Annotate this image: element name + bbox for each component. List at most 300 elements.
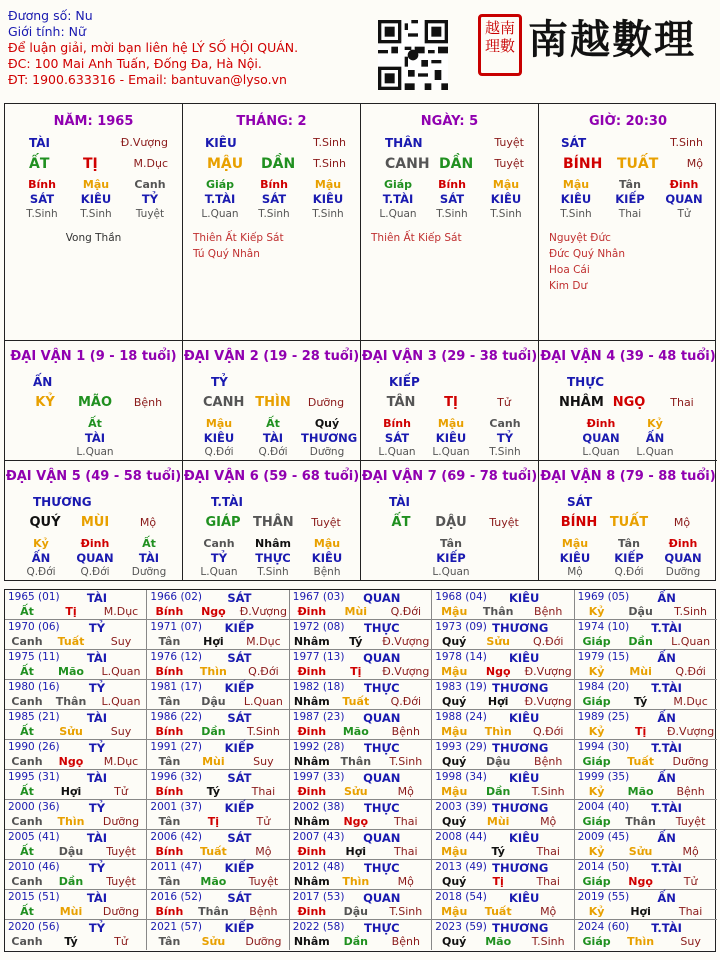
year-star: ẤN [657, 591, 676, 605]
note-line: Hoa Cái [549, 264, 590, 276]
year-star: ẤN [657, 651, 676, 665]
dai-van-can: TÂN [386, 395, 416, 410]
year-star: KIẾP [224, 681, 255, 695]
year-state: L.Quan [671, 635, 711, 648]
hidden-stem: Bính [438, 178, 466, 191]
hidden-stem: Nhâm [255, 537, 291, 550]
year-chi: Tị [634, 725, 647, 738]
hidden-star: TÀI [84, 431, 106, 445]
note-line: Thiên Ất Kiếp Sát [193, 232, 284, 244]
hidden-star: THƯƠNG [301, 431, 358, 445]
year-chi: Hợi [487, 695, 509, 708]
note-line: Nguyệt Đức [549, 232, 611, 244]
year-star: ẤN [657, 891, 676, 905]
contact-line: Để luận giải, mời bạn liên hệ LÝ SỐ HỘI QUÁN. [8, 40, 299, 55]
hidden-state: L.Quan [200, 566, 238, 578]
year-can: Canh [11, 635, 43, 648]
hidden-state: Bệnh [313, 566, 341, 578]
year-star: T.TÀI [651, 861, 682, 875]
pillar-title: NĂM: 1965 [53, 114, 134, 129]
year-star: KIẾP [224, 861, 255, 875]
year-can: Mậu [441, 905, 468, 918]
note-line: Kim Dư [549, 280, 588, 292]
year-star: THỰC [364, 741, 400, 755]
hidden-stem: Kỷ [33, 537, 49, 550]
year-cell [147, 770, 289, 800]
year-label: 1987 (23) [292, 711, 345, 723]
pillar-star: TÀI [29, 136, 51, 150]
year-cell [5, 800, 147, 830]
header-info [8, 8, 378, 88]
dai-van-state: Thai [670, 396, 694, 409]
year-label: 2015 (51) [8, 891, 60, 903]
dai-van-title: ĐẠI VẬN 8 (79 - 88 tuổi) [540, 469, 716, 484]
year-cell [5, 590, 147, 620]
year-chi: Thân [340, 755, 372, 768]
year-can: Bính [155, 785, 184, 798]
hidden-stem: Mậu [561, 537, 589, 550]
year-chi: Thìn [484, 725, 512, 738]
year-cell [432, 620, 574, 650]
dai-van-can: KỶ [35, 395, 55, 410]
year-cell [5, 620, 147, 650]
year-cell [147, 740, 289, 770]
year-state: Mộ [397, 875, 414, 888]
year-cell [432, 740, 574, 770]
year-chi: Mùi [344, 605, 368, 618]
year-chi: Dần [58, 875, 84, 888]
hidden-star: TỶ [210, 551, 228, 565]
year-label: 2008 (44) [435, 831, 487, 843]
hidden-state: L.Quan [432, 446, 470, 458]
year-cell [290, 860, 432, 890]
year-star: TỶ [88, 741, 106, 755]
year-can: Canh [11, 815, 43, 828]
year-cell [290, 590, 432, 620]
dai-van-7 [361, 461, 539, 581]
pillar-chi: TUẤT [617, 156, 659, 172]
year-label: 1986 (22) [150, 711, 203, 723]
year-state: Bệnh [391, 935, 420, 948]
year-cell [575, 650, 717, 680]
year-can: Đinh [297, 665, 327, 678]
year-state: Đ.Vượng [382, 635, 430, 648]
year-can: Quý [442, 635, 467, 648]
year-can: Bính [155, 905, 184, 918]
year-cell [5, 830, 147, 860]
year-label: 1965 (01) [8, 591, 60, 603]
dai-van-state: Mộ [673, 516, 691, 529]
year-can: Quý [442, 755, 467, 768]
dai-van-can: BÍNH [560, 515, 598, 530]
year-state: Thai [678, 905, 703, 918]
year-label: 1969 (05) [577, 591, 630, 603]
year-cell [147, 830, 289, 860]
year-cell [432, 920, 574, 950]
year-can: Giáp [582, 635, 611, 648]
year-cell [290, 710, 432, 740]
year-label: 1975 (11) [8, 651, 60, 663]
hidden-state: L.Quan [636, 446, 674, 458]
year-state: Thai [251, 785, 276, 798]
year-can: Mậu [441, 725, 468, 738]
year-label: 1995 (31) [8, 771, 60, 783]
dai-van-star: TỶ [211, 375, 228, 389]
four-pillars [5, 104, 715, 341]
year-chi: Mão [200, 875, 227, 888]
year-cell [575, 590, 717, 620]
year-label: 2020 (56) [8, 921, 60, 933]
year-state: Suy [253, 755, 274, 768]
year-can: Giáp [582, 755, 611, 768]
year-state: Thai [394, 815, 418, 828]
hidden-stem: Đinh [586, 417, 616, 430]
dai-van-8 [539, 461, 717, 581]
hidden-stem: Quý [314, 417, 340, 430]
pillar-title: GIỜ: 20:30 [589, 114, 667, 129]
hidden-star: ẤN [31, 551, 51, 565]
year-state: Q.Đới [532, 635, 564, 648]
year-state: M.Dục [673, 695, 708, 708]
year-star: ẤN [657, 771, 676, 785]
year-label: 2002 (38) [292, 801, 345, 813]
year-cell [290, 800, 432, 830]
hidden-state: T.Sinh [560, 208, 592, 220]
hidden-stem: Canh [203, 537, 235, 550]
year-star: SÁT [227, 711, 252, 725]
year-label: 2018 (54) [435, 891, 487, 903]
note-line: Thiên Ất Kiếp Sát [371, 232, 462, 244]
dai-van-chi: TỊ [444, 395, 458, 410]
year-star: T.TÀI [651, 921, 682, 935]
pillar-2 [183, 104, 361, 341]
year-label: 2009 (45) [577, 831, 630, 843]
hidden-stem: Đinh [669, 178, 699, 191]
note-line: Vong Thần [65, 232, 122, 244]
year-label: 1983 (19) [435, 681, 487, 693]
pillar-chi: DẦN [439, 156, 474, 172]
year-label: 1981 (17) [150, 681, 203, 693]
year-star: KIÊU [508, 651, 540, 665]
brand-title: 南越數理 [528, 16, 696, 63]
year-state: Tử [683, 875, 698, 888]
year-chi: Hợi [345, 845, 367, 858]
hidden-stem: Ất [88, 417, 102, 430]
hidden-state: Q.Đới [258, 446, 288, 458]
year-cell [432, 830, 574, 860]
pillar-title: THÁNG: 2 [236, 114, 307, 129]
year-star: THƯƠNG [492, 801, 549, 815]
year-label: 2004 (40) [577, 801, 630, 813]
subject-name: Đương số: Nu [8, 8, 93, 23]
dai-van-chi: NGỌ [612, 395, 646, 410]
year-state: Q.Đới [532, 725, 564, 738]
year-label: 2011 (47) [150, 861, 203, 873]
year-cell [147, 650, 289, 680]
hidden-stem: Mậu [562, 178, 590, 191]
year-star: TÀI [86, 771, 108, 785]
year-chi: Dậu [58, 845, 84, 858]
year-label: 1996 (32) [150, 771, 203, 783]
year-cell [5, 770, 147, 800]
hidden-star: TÀI [138, 551, 160, 565]
year-label: 1974 (10) [577, 621, 630, 633]
hidden-star: QUAN [76, 551, 114, 565]
year-chi: Thìn [342, 875, 370, 888]
hidden-state: L.Quan [201, 208, 239, 220]
year-state: T.Sinh [674, 605, 708, 618]
hidden-state: T.Sinh [257, 566, 289, 578]
dai-van-can: ẤT [391, 515, 411, 530]
year-label: 1977 (13) [292, 651, 345, 663]
hidden-state: Mộ [567, 566, 583, 578]
hidden-star: SÁT [29, 192, 55, 206]
year-star: TÀI [86, 831, 108, 845]
year-cell [5, 650, 147, 680]
year-can: Quý [442, 815, 467, 828]
year-chi: Dần [628, 635, 653, 648]
year-state: Q.Đới [390, 605, 422, 618]
hidden-stem: Mậu [437, 417, 465, 430]
year-cell [5, 680, 147, 710]
year-chi: Tị [65, 605, 77, 618]
year-cell [432, 680, 574, 710]
year-state: Q.Đới [248, 665, 279, 678]
year-chi: Mùi [486, 815, 510, 828]
year-chi: Dậu [201, 695, 226, 708]
year-cell [5, 740, 147, 770]
year-star: QUAN [363, 891, 401, 905]
year-star: TỶ [88, 621, 106, 635]
year-cell [290, 920, 432, 950]
year-state: Dưỡng [102, 905, 140, 918]
year-state: Dưỡng [245, 935, 282, 948]
year-state: T.Sinh [389, 755, 423, 768]
dai-van-star: ẤN [33, 375, 53, 389]
dai-van-state: Tuyệt [311, 516, 341, 529]
year-can: Tân [158, 755, 181, 768]
hidden-state: T.Sinh [489, 446, 521, 458]
year-label: 2014 (50) [577, 861, 630, 873]
year-label: 1967 (03) [292, 591, 345, 603]
year-label: 2001 (37) [150, 801, 203, 813]
year-state: Mộ [682, 845, 699, 858]
year-star: T.TÀI [651, 681, 682, 695]
dai-van-can: GIÁP [205, 515, 241, 530]
year-cell [290, 770, 432, 800]
year-can: Tân [158, 815, 181, 828]
year-state: Tuyệt [248, 875, 279, 888]
hidden-stem: Ất [142, 537, 156, 550]
year-can: Kỷ [588, 905, 605, 918]
year-label: 2005 (41) [8, 831, 60, 843]
year-cell [147, 620, 289, 650]
year-can: Quý [442, 695, 467, 708]
year-label: 1988 (24) [435, 711, 487, 723]
year-can: Canh [11, 935, 43, 948]
year-cell [432, 860, 574, 890]
year-cell [147, 590, 289, 620]
dai-van-3 [361, 341, 539, 461]
year-chi: Dần [201, 725, 226, 738]
year-chi: Tuất [484, 905, 512, 918]
hidden-star: QUAN [664, 551, 702, 565]
dai-van-4 [539, 341, 717, 461]
hidden-star: T.TÀI [382, 192, 414, 206]
year-can: Kỷ [588, 845, 605, 858]
year-chi: Hợi [630, 905, 651, 918]
hidden-star: KIẾP [436, 551, 466, 565]
year-state: Đ.Vượng [524, 695, 572, 708]
year-can: Quý [442, 875, 467, 888]
dai-van-can: NHÂM [559, 395, 604, 410]
year-chi: Thìn [57, 815, 85, 828]
year-label: 1970 (06) [8, 621, 60, 633]
year-cell [290, 680, 432, 710]
hidden-stem: Mậu [205, 417, 233, 430]
year-label: 1993 (29) [435, 741, 487, 753]
pillar-star-state: Đ.Vượng [120, 136, 168, 149]
year-state: M.Dục [103, 755, 139, 768]
year-can: Ất [20, 845, 34, 858]
year-state: Q.Đới [675, 665, 706, 678]
year-chi: Hợi [60, 785, 82, 798]
hidden-star: KIÊU [560, 192, 592, 206]
year-cell [575, 740, 717, 770]
hidden-state: L.Quan [582, 446, 620, 458]
year-can: Ất [20, 905, 34, 918]
year-state: Tuyệt [106, 845, 136, 858]
dai-van-state: Tuyệt [489, 516, 519, 529]
dai-van-chi: THÌN [255, 395, 291, 410]
year-label: 1972 (08) [292, 621, 345, 633]
year-can: Nhâm [293, 935, 330, 948]
dai-van-chi: DẬU [435, 515, 467, 530]
pillar-4 [539, 104, 717, 341]
year-can: Mậu [441, 605, 468, 618]
year-state: Đ.Vượng [666, 725, 715, 738]
year-cell [147, 800, 289, 830]
year-label: 2003 (39) [435, 801, 487, 813]
year-star: SÁT [227, 831, 252, 845]
year-label: 1979 (15) [577, 651, 630, 663]
year-state: T.Sinh [389, 905, 423, 918]
pillar-chi: TỊ [83, 156, 98, 172]
year-cell [147, 680, 289, 710]
year-cell [147, 920, 289, 950]
year-star: SÁT [227, 651, 252, 665]
pillar-star: THÂN [385, 136, 423, 150]
hidden-star: TÀI [262, 431, 284, 445]
year-star: TÀI [86, 891, 108, 905]
pillar-star-state: T.Sinh [313, 136, 346, 149]
year-chi: Thân [55, 695, 87, 708]
year-star: TỶ [88, 861, 106, 875]
hidden-star: KIÊU [311, 551, 343, 565]
year-star: TÀI [86, 591, 108, 605]
hidden-stem: Canh [489, 417, 521, 430]
hidden-stem: Giáp [383, 178, 413, 191]
year-cell [432, 650, 574, 680]
year-star: KIÊU [508, 891, 540, 905]
address: ĐC: 100 Mai Anh Tuấn, Đống Đa, Hà Nội. [8, 56, 262, 71]
year-can: Tân [158, 935, 181, 948]
year-state: L.Quan [101, 695, 141, 708]
dai-van-can: CANH [203, 395, 245, 410]
hidden-state: L.Quan [378, 446, 416, 458]
dai-van-star: TÀI [389, 495, 411, 509]
hidden-state: L.Quan [432, 566, 470, 578]
year-chi: Dậu [628, 605, 653, 618]
year-chi: Thìn [199, 665, 227, 678]
year-label: 2010 (46) [8, 861, 60, 873]
hidden-star: QUAN [665, 192, 703, 206]
year-can: Quý [442, 935, 467, 948]
pillar-chi-state: Mộ [686, 157, 703, 170]
year-star: T.TÀI [651, 621, 682, 635]
year-state: Bệnh [249, 905, 278, 918]
year-can: Bính [155, 665, 184, 678]
hidden-star: KIÊU [559, 551, 591, 565]
year-chi: Tý [491, 845, 505, 858]
year-state: Dưỡng [672, 755, 709, 768]
hidden-state: L.Quan [76, 446, 114, 458]
gender: Giới tính: Nữ [8, 24, 86, 39]
hidden-state: T.Sinh [490, 208, 522, 220]
year-star: TÀI [86, 711, 108, 725]
year-cell [432, 590, 574, 620]
year-state: Đ.Vượng [239, 605, 287, 618]
year-cell [432, 890, 574, 920]
dai-van-title: ĐẠI VẬN 2 (19 - 28 tuổi) [183, 349, 360, 364]
year-can: Giáp [582, 875, 611, 888]
year-cell [5, 920, 147, 950]
year-can: Đinh [297, 845, 327, 858]
year-star: ẤN [657, 711, 676, 725]
pillar-can: CANH [385, 156, 430, 172]
year-state: Bệnh [534, 755, 563, 768]
year-label: 1989 (25) [577, 711, 630, 723]
year-chi: Sửu [201, 935, 226, 948]
year-label: 1990 (26) [8, 741, 60, 753]
hidden-star: KIÊU [312, 192, 344, 206]
pillar-can: BÍNH [563, 156, 603, 172]
year-chi: Ngọ [343, 815, 369, 828]
hidden-star: KIẾP [615, 192, 645, 206]
hidden-state: L.Quan [379, 208, 417, 220]
dai-van-chi: TUẤT [609, 515, 649, 530]
year-can: Đinh [297, 905, 327, 918]
pillar-chi: DẦN [261, 156, 296, 172]
hidden-stem: Bính [383, 417, 411, 430]
dai-van-can: QUÝ [29, 515, 61, 530]
year-chi: Dậu [485, 755, 511, 768]
year-state: M.Dục [246, 635, 281, 648]
year-chi: Sửu [344, 785, 368, 798]
year-chi: Sửu [59, 725, 83, 738]
dai-van-title: ĐẠI VẬN 6 (59 - 68 tuổi) [183, 469, 360, 484]
year-chi: Sửu [628, 845, 653, 858]
year-state: Tử [256, 815, 271, 828]
year-star: THƯƠNG [492, 681, 549, 695]
year-chi: Tị [492, 875, 504, 888]
pillar-notes [549, 230, 625, 294]
year-can: Bính [155, 605, 184, 618]
hidden-state: Q.Đới [26, 566, 56, 578]
year-state: Bệnh [391, 725, 420, 738]
year-label: 2023 (59) [435, 921, 487, 933]
dai-van-star: SÁT [567, 495, 593, 509]
